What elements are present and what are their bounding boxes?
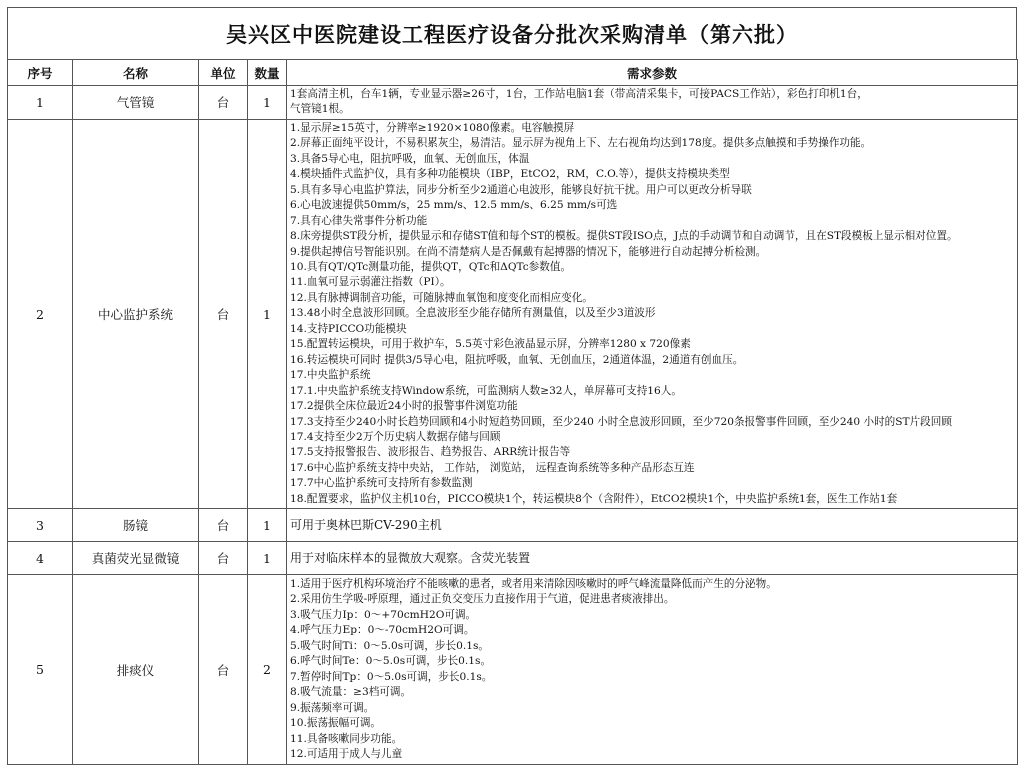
requirement-line: 5.吸气时间Ti：0～5.0s可调，步长0.1s。 — [290, 639, 489, 652]
requirement-line: 15.配置转运模块，可用于救护车，5.5英寸彩色液晶显示屏，分辨率1280 x 720像素 — [290, 338, 691, 351]
requirement-line: 4.呼气压力Ep：0～-70cmH2O可调。 — [290, 624, 475, 637]
requirement-line: 17.2提供全床位最近24小时的报警事件浏览功能 — [290, 400, 518, 413]
requirement-line: 17.3支持至少240小时长趋势回顾和4小时短趋势回顾，至少240 小时全息波形回顾，至少720条报警事件回顾，至少240 小时的ST片段回顾 — [290, 415, 952, 428]
row-unit: 台 — [199, 86, 248, 120]
row-seq: 3 — [8, 509, 73, 542]
requirement-line: 1.适用于医疗机构环境治疗不能咳嗽的患者，或者用来清除因咳嗽时的呼气峰流量降低而产生的分泌物。 — [290, 578, 777, 591]
row-requirements — [287, 509, 1018, 542]
row-name: 中心监护系统 — [73, 119, 199, 508]
procurement-table — [7, 59, 1018, 765]
table-header-row — [8, 60, 1018, 86]
table-row — [8, 542, 1018, 575]
requirement-line: 7.具有心律失常事件分析功能 — [290, 214, 428, 227]
row-qty: 1 — [248, 509, 287, 542]
row-name: 气管镜 — [73, 86, 199, 120]
requirement-line: 9.振荡频率可调。 — [290, 701, 375, 714]
table-row — [8, 119, 1018, 508]
requirement-line: 14.支持PICCO功能模块 — [290, 322, 407, 335]
row-unit: 台 — [199, 119, 248, 508]
requirement-line: 9.提供起搏信号智能识别。在尚不清楚病人是否佩戴有起搏器的情况下，能够进行自动起搏分析检测。 — [290, 245, 767, 258]
procurement-sheet — [7, 7, 1017, 765]
requirement-line: 1套高清主机，台车1辆，专业显示器≥26寸，1台，工作站电脑1套（带高清采集卡，可接PACS工作站），彩色打印机1台， — [290, 88, 868, 100]
requirement-line: 1.显示屏≥15英寸，分辨率≥1920×1080像素。电容触摸屏 — [290, 121, 575, 134]
row-seq: 2 — [8, 119, 73, 508]
row-qty: 1 — [248, 542, 287, 575]
requirement-line: 17.中央监护系统 — [290, 369, 371, 382]
requirement-line: 3.吸气压力Ip：0～+70cmH2O可调。 — [290, 608, 477, 621]
requirement-line: 5.具有多导心电监护算法，同步分析至少2通道心电波形，能够良好抗干扰。用户可以更改分析导联 — [290, 183, 752, 196]
header-requirements: 需求参数 — [287, 60, 1018, 86]
header-unit: 单位 — [199, 60, 248, 86]
requirement-line: 17.6中心监护系统支持中央站， 工作站， 浏览站， 远程查询系统等多种产品形态互连 — [290, 461, 695, 474]
requirement-line: 用于对临床样本的显微放大观察。含荧光装置 — [290, 550, 531, 565]
row-unit: 台 — [199, 542, 248, 575]
row-unit: 台 — [199, 575, 248, 765]
requirement-line: 8.吸气流量：≥3档可调。 — [290, 686, 412, 699]
row-seq: 5 — [8, 575, 73, 765]
requirement-line: 17.5支持报警报告、波形报告、趋势报告、ARR统计报告等 — [290, 446, 571, 459]
requirement-line: 18.配置要求，监护仪主机10台，PICCO模块1个，转运模块8个（含附件），EtCO2模块1个，中央监护系统1套，医生工作站1套 — [290, 492, 898, 505]
table-row — [8, 509, 1018, 542]
requirement-line: 8.床旁提供ST段分析，提供显示和存储ST值和每个ST的模板。提供ST段ISO点，J点的手动调节和自动调节，且在ST段模板上显示相对位置。 — [290, 230, 958, 243]
requirement-line: 2.采用仿生学吸-呼原理，通过正负交变压力直接作用于气道，促进患者痰液排出。 — [290, 593, 675, 606]
requirement-line: 17.4支持至少2万个历史病人数据存储与回顾 — [290, 430, 501, 443]
row-requirements — [287, 542, 1018, 575]
row-qty: 1 — [248, 119, 287, 508]
requirement-line: 11.血氧可显示弱灌注指数（PI）。 — [290, 276, 451, 289]
requirement-line: 13.48小时全息波形回顾。全息波形至少能存储所有测量值，以及至少3道波形 — [290, 307, 656, 320]
row-name: 真菌荧光显微镜 — [73, 542, 199, 575]
requirement-line: 16.转运模块可同时 提供3/5导心电，阻抗呼吸，血氧、无创血压，2通道体温，2通道有创血压。 — [290, 353, 744, 366]
row-qty: 1 — [248, 86, 287, 120]
row-requirements — [287, 575, 1018, 765]
requirement-line: 可用于奥林巴斯CV-290主机 — [290, 517, 442, 532]
requirement-line: 10.振荡振幅可调。 — [290, 717, 382, 730]
requirement-line: 12.可适用于成人与儿童 — [290, 748, 403, 760]
requirement-line: 4.模块插件式监护仪，具有多种功能模块（IBP，EtCO2，RM，C.O.等），提供支持模块类型 — [290, 168, 730, 181]
header-seq: 序号 — [8, 60, 73, 86]
requirement-line: 10.具有QT/QTc测量功能，提供QT，QTc和ΔQTc参数值。 — [290, 260, 572, 273]
row-seq: 4 — [8, 542, 73, 575]
requirement-line: 12.具有脉搏调制音功能，可随脉搏血氧饱和度变化而相应变化。 — [290, 291, 593, 304]
row-requirements — [287, 119, 1018, 508]
row-requirements — [287, 86, 1018, 120]
requirement-line: 17.7中心监护系统可支持所有参数监测 — [290, 477, 473, 490]
row-seq: 1 — [8, 86, 73, 120]
page-title: 吴兴区中医院建设工程医疗设备分批次采购清单（第六批） — [7, 7, 1017, 59]
header-qty: 数量 — [248, 60, 287, 86]
requirement-line: 3.具备5导心电，阻抗呼吸，血氧、无创血压，体温 — [290, 152, 530, 165]
requirement-line: 2.屏幕正面纯平设计，不易积累灰尘，易清洁。显示屏为视角上下、左右视角均达到178度。提供多点触摸和手势操作功能。 — [290, 137, 872, 150]
row-name: 排痰仪 — [73, 575, 199, 765]
requirement-line: 11.具备咳嗽同步功能。 — [290, 732, 403, 745]
requirement-line: 17.1.中央监护系统支持Window系统，可监测病人数≥32人，单屏幕可支持16人。 — [290, 384, 682, 397]
row-unit: 台 — [199, 509, 248, 542]
header-name: 名称 — [73, 60, 199, 86]
requirement-line: 7.暂停时间Tp：0～5.0s可调，步长0.1s。 — [290, 670, 493, 683]
requirement-line: 气管镜1根。 — [290, 103, 350, 116]
row-qty: 2 — [248, 575, 287, 765]
requirement-line: 6.呼气时间Te：0～5.0s可调，步长0.1s。 — [290, 655, 492, 668]
table-row — [8, 575, 1018, 765]
requirement-line: 6.心电波速提供50mm/s，25 mm/s、12.5 mm/s、6.25 mm/s可选 — [290, 199, 618, 212]
table-row — [8, 86, 1018, 120]
row-name: 肠镜 — [73, 509, 199, 542]
